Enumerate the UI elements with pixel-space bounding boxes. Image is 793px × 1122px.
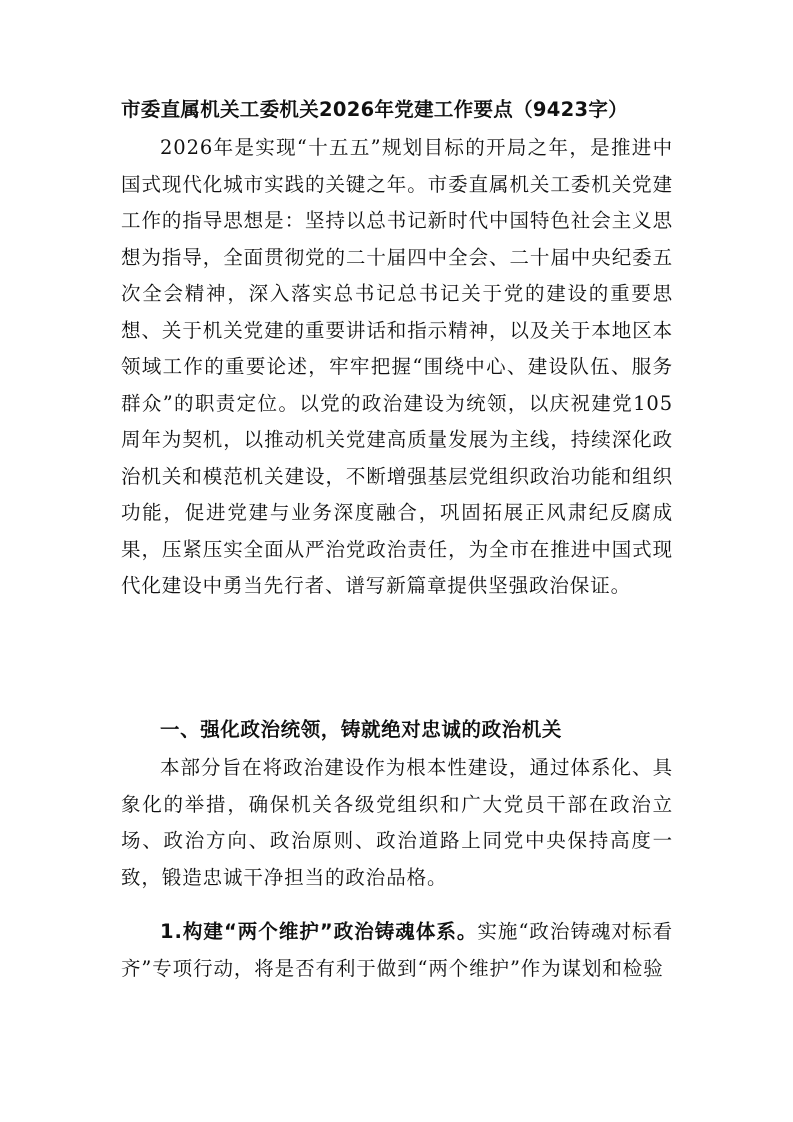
section-heading: 一、强化政治统领，铸就绝对忠诚的政治机关 <box>160 718 563 741</box>
item-body-text: 实施“政治铸魂对标看齐”专项行动，将是否有利于做到“两个维护”作为谋划和检验 <box>121 920 673 980</box>
item-paragraph <box>121 914 673 987</box>
item-lead-text: 1.构建“两个维护”政治铸魂体系。 <box>160 920 478 943</box>
section-summary-paragraph: 本部分旨在将政治建设作为根本性建设，通过体系化、具象化的举措，确保机关各级党组织和广大党员干部在政治立场、政治方向、政治原则、政治道路上同党中央保持高度一致，锻造忠诚干净担当的政治品格。 <box>121 756 673 889</box>
intro-paragraph: 2026年是实现“十五五”规划目标的开局之年，是推进中国式现代化城市实践的关键之年。市委直属机关工委机关党建工作的指导思想是：坚持以总书记新时代中国特色社会主义思想为指导，全面贯彻党的二十届四中全会、二十届中央纪委五次全会精神，深入落实总书记总书记关于党的建设的重要思想、关于机关党建的重要讲话和指示精神，以及关于本地区本领域工作的重要论述，牢牢把握“围绕中心、建设队伍、服务群众”的职责定位。以党的政治建设为统领，以庆祝建党105周年为契机，以推动机关党建高质量发展为主线，持续深化政治机关和模范机关建设，不断增强基层党组织政治功能和组织功能，促进党建与业务深度融合，巩固拓展正风肃纪反腐成果，压紧压实全面从严治党政治责任，为全市在推进中国式现代化建设中勇当先行者、谱写新篇章提供坚强政治保证。 <box>121 136 673 597</box>
document-title: 市委直属机关工委机关2026年党建工作要点（9423字） <box>121 98 628 121</box>
